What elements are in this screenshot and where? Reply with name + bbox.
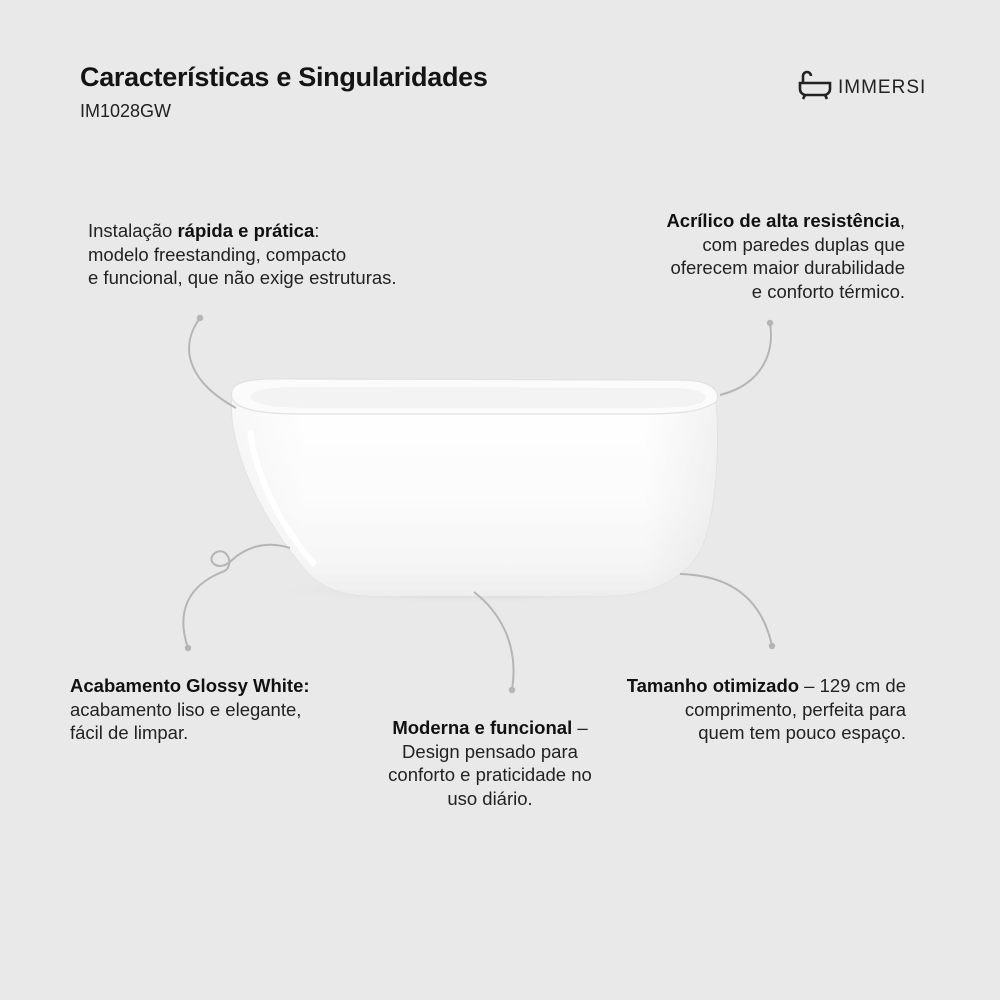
feature-modern-line: Design pensado para bbox=[402, 740, 578, 762]
feature-installation-prefix: Instalação bbox=[88, 220, 178, 241]
feature-size-heading: Tamanho otimizado bbox=[626, 675, 800, 696]
leader-line-size bbox=[680, 574, 772, 646]
feature-acrylic-line: com paredes duplas que bbox=[702, 233, 905, 255]
feature-acrylic-heading: Acrílico de alta resistência bbox=[666, 210, 900, 231]
bathtub-image bbox=[231, 379, 717, 596]
product-code: IM1028GW bbox=[80, 101, 172, 121]
feature-installation bbox=[88, 219, 488, 290]
feature-installation-line: modelo freestanding, compacto bbox=[88, 243, 347, 265]
leader-line-modern bbox=[474, 592, 514, 690]
feature-optimized-size bbox=[560, 674, 906, 745]
feature-modern-suffix: – bbox=[572, 717, 588, 738]
feature-glossy-line: fácil de limpar. bbox=[70, 722, 189, 743]
page-title: Características e Singularidades bbox=[80, 62, 488, 92]
leader-line-acrylic bbox=[720, 323, 771, 395]
feature-glossy-line: acabamento liso e elegante, bbox=[70, 698, 302, 720]
leader-line-glossy bbox=[183, 545, 290, 648]
feature-modern-line: uso diário. bbox=[447, 787, 533, 809]
feature-modern-heading: Moderna e funcional bbox=[392, 717, 573, 738]
feature-acrylic-line: oferecem maior durabilidade bbox=[670, 257, 905, 278]
feature-acrylic-line: e conforto térmico. bbox=[751, 280, 905, 302]
feature-size-line: comprimento, perfeita para bbox=[684, 698, 906, 720]
feature-installation-suffix: : bbox=[314, 220, 320, 241]
feature-glossy-finish bbox=[70, 674, 370, 745]
brand-name: IMMERSI bbox=[838, 76, 927, 98]
feature-acrylic bbox=[560, 209, 905, 303]
feature-size-line: quem tem pouco espaço. bbox=[698, 722, 906, 743]
feature-acrylic-suffix: , bbox=[899, 210, 905, 231]
feature-size-suffix: – 129 cm de bbox=[799, 675, 906, 696]
feature-installation-heading: rápida e prática bbox=[177, 220, 315, 241]
feature-installation-line: e funcional, que não exige estruturas. bbox=[88, 267, 397, 288]
leader-line-install bbox=[189, 318, 236, 408]
feature-glossy-heading: Acabamento Glossy White: bbox=[70, 675, 310, 696]
feature-modern-line: conforto e praticidade no bbox=[388, 764, 592, 785]
